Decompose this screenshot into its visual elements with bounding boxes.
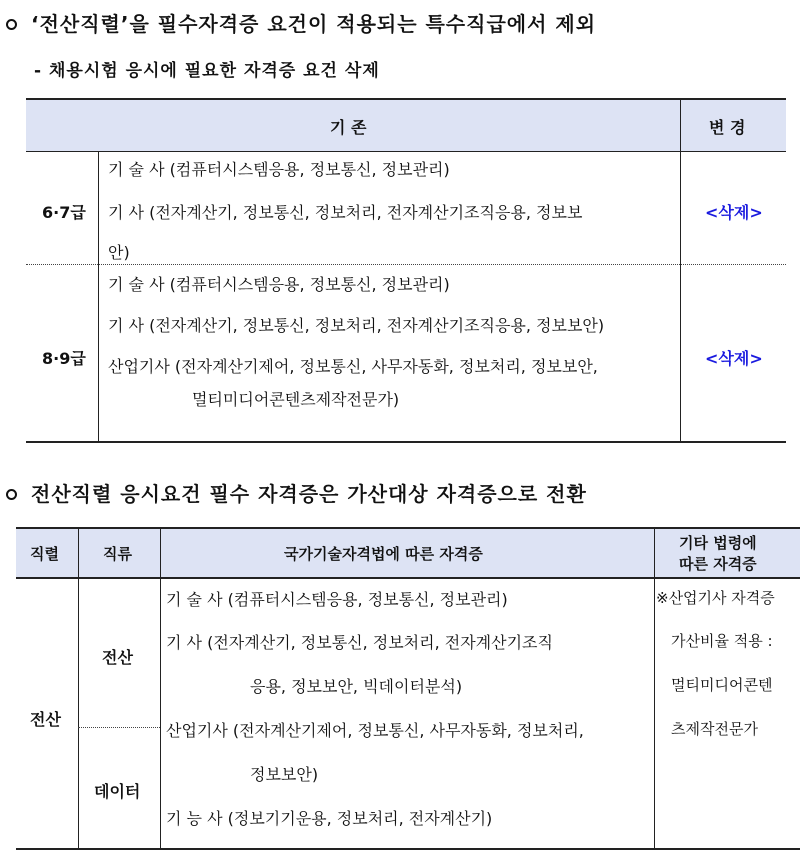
delete-label: <삭제> [705, 203, 763, 222]
qualification-line: 산업기사 (전자계산기제어, 정보통신, 사무자동화, 정보처리, 정보보안, [108, 357, 598, 376]
circle-bullet-icon [6, 19, 17, 30]
column-divider [680, 100, 681, 442]
header-bottom-border [16, 577, 800, 579]
qualification-line: 기 사 (전자계산기, 정보통신, 정보처리, 전자계산기조직응용, 정보보안) [108, 316, 605, 335]
header-other-line2: 따른 자격증 [679, 555, 757, 573]
section2-title: 전산직렬 응시요건 필수 자격증은 가산대상 자격증으로 전환 [6, 478, 587, 507]
column-divider [654, 529, 655, 849]
table-bottom-border [26, 441, 786, 443]
header-series: 직렬 [30, 545, 59, 563]
table-header-row [26, 100, 786, 151]
class-divider [78, 727, 160, 728]
header-other-line1: 기타 법령에 [679, 534, 757, 552]
header-class: 직류 [103, 545, 132, 563]
qualification-line: 기 술 사 (컴퓨터시스템응용, 정보통신, 정보관리) [108, 275, 450, 294]
qualification-line: 안) [108, 243, 130, 262]
series-jeonsan: 전산 [30, 710, 61, 729]
section1-subtitle: - 채용시험 응시에 필요한 자격증 요건 삭제 [34, 61, 380, 81]
column-divider [78, 529, 79, 849]
header-national: 국가기술자격법에 따른 자격증 [284, 545, 483, 563]
circle-bullet-icon [6, 489, 17, 500]
header-bottom-border [26, 151, 786, 152]
delete-label: <삭제> [705, 349, 763, 368]
qualification-line: 산업기사 (전자계산기제어, 정보통신, 사무자동화, 정보처리, [166, 721, 584, 740]
column-divider [160, 529, 161, 849]
class-jeonsan: 전산 [102, 648, 133, 667]
qualification-line: 정보보안) [250, 765, 319, 784]
row-divider [26, 264, 786, 265]
section1-title: ‘전산직렬’을 필수자격증 요건이 적용되는 특수직급에서 제외 [6, 8, 596, 37]
other-note-line: ※산업기사 자격증 [656, 589, 775, 607]
qualification-line: 기 능 사 (정보기기운용, 정보처리, 전자계산기) [166, 809, 493, 828]
qualification-line: 기 술 사 (컴퓨터시스템응용, 정보통신, 정보관리) [166, 590, 508, 609]
table-bottom-border [16, 848, 800, 850]
qualification-line: 기 술 사 (컴퓨터시스템응용, 정보통신, 정보관리) [108, 160, 450, 179]
other-note-line: 가산비율 적용 : [671, 632, 773, 650]
grade-column-divider [98, 152, 99, 442]
qualification-line: 기 사 (전자계산기, 정보통신, 정보처리, 전자계산기조직 [166, 633, 553, 652]
grade-6-7: 6·7급 [42, 203, 86, 222]
grade-8-9: 8·9급 [42, 349, 86, 368]
qualification-line: 응용, 정보보안, 빅데이터분석) [250, 677, 463, 696]
other-note-line: 츠제작전문가 [671, 720, 758, 738]
qualification-change-table [26, 98, 786, 443]
class-data: 데이터 [94, 782, 141, 801]
qualification-line: 멀티미디어콘텐츠제작전문가) [192, 390, 400, 409]
qualification-line: 기 사 (전자계산기, 정보통신, 정보처리, 전자계산기조직응용, 정보보 [108, 203, 583, 222]
header-change: 변 경 [709, 118, 746, 137]
header-existing: 기 존 [330, 118, 367, 137]
other-note-line: 멀티미디어콘텐 [671, 676, 773, 694]
bonus-qualification-table [16, 527, 800, 852]
